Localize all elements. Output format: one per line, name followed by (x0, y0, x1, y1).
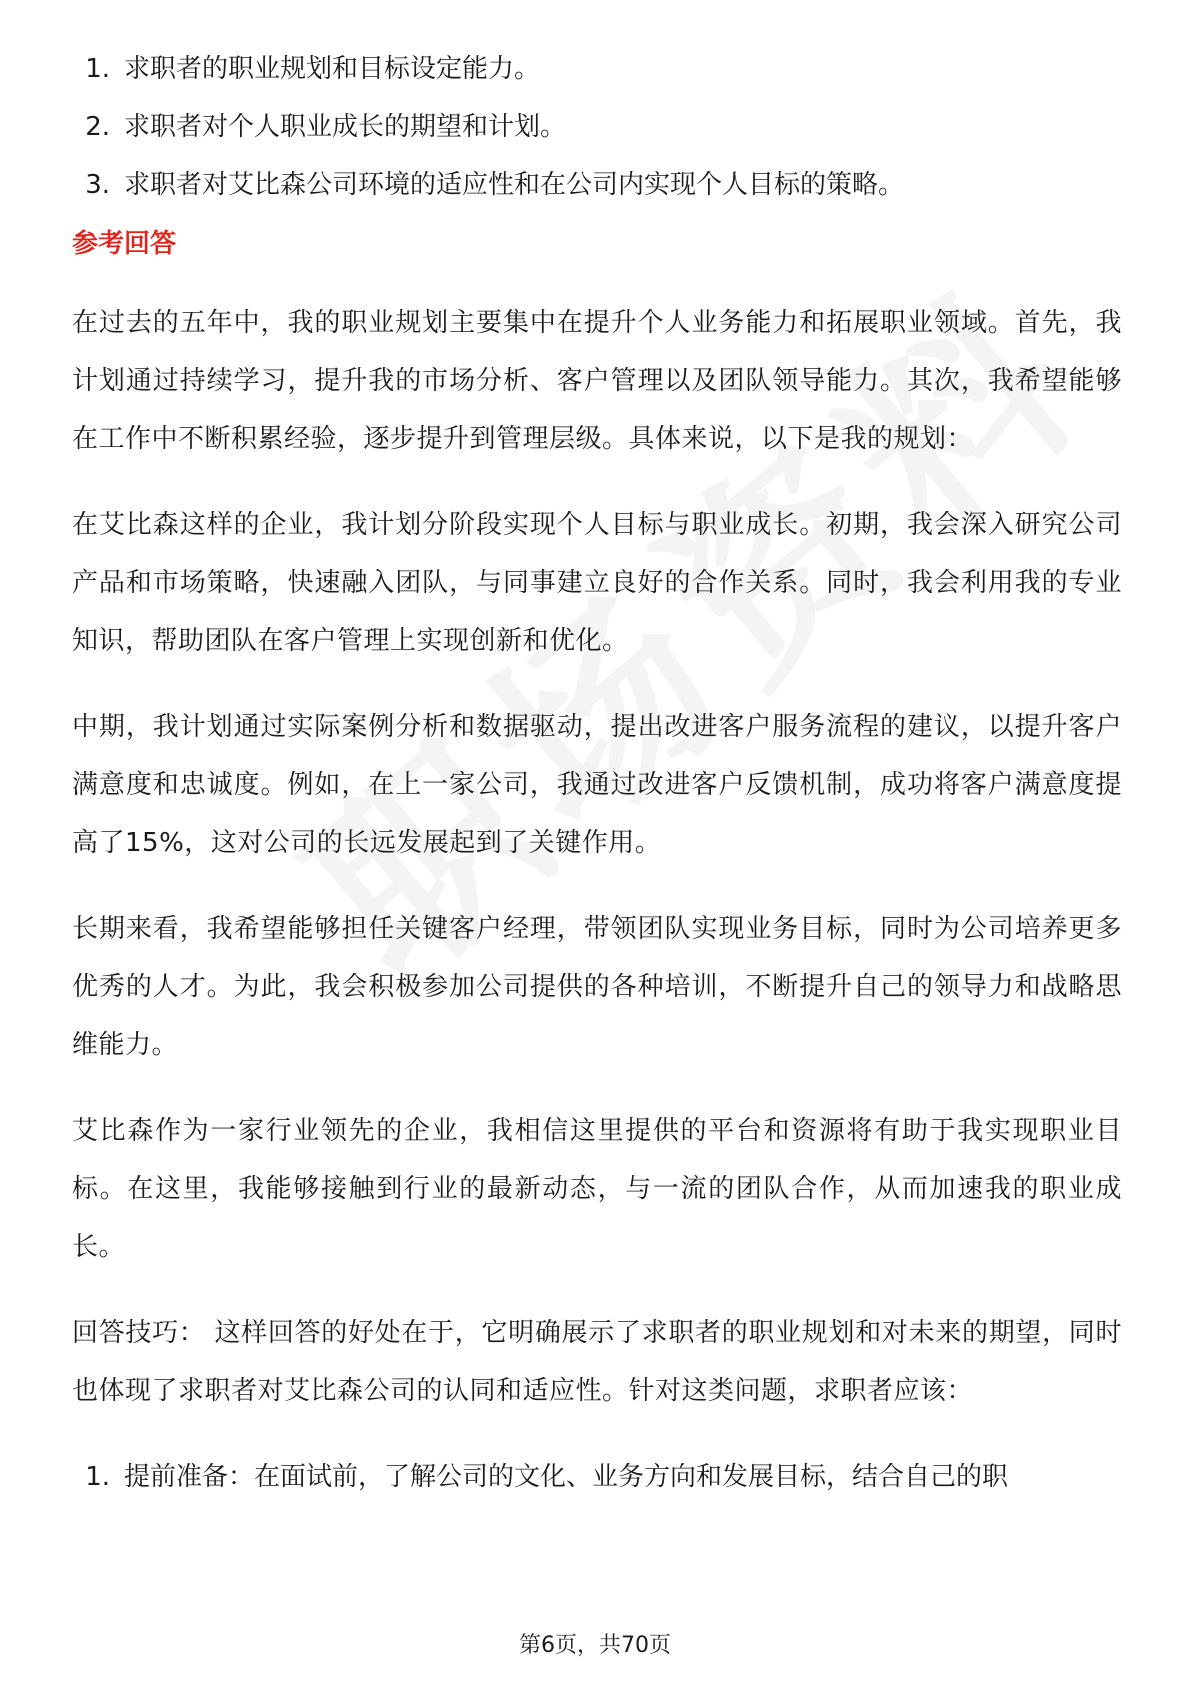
list-item-text: 求职者对艾比森公司环境的适应性和在公司内实现个人目标的策略。 (124, 170, 905, 200)
list-item (72, 40, 1122, 98)
tips-list (72, 1448, 1122, 1506)
paragraph: 长期来看，我希望能够担任关键客户经理，带领团队实现业务目标，同时为公司培养更多优秀的人才。为此，我会积极参加公司提供的各种培训，不断提升自己的领导力和战略思维能力。 (72, 914, 1122, 1060)
paragraph: 艾比森作为一家行业领先的企业，我相信这里提供的平台和资源将有助于我实现职业目标。在这里，我能够接触到行业的最新动态，与一流的团队合作，从而加速我的职业成长。 (72, 1116, 1122, 1262)
list-item-number: 2. (85, 112, 110, 142)
paragraph: 中期，我计划通过实际案例分析和数据驱动，提出改进客户服务流程的建议，以提升客户满意度和忠诚度。例如，在上一家公司，我通过改进客户反馈机制，成功将客户满意度提高了15%，这对公司的长远发展起到了关键作用。 (72, 712, 1122, 858)
list-item-number: 1. (85, 1462, 110, 1492)
list-item-number: 3. (85, 170, 110, 200)
list-item (72, 156, 1122, 214)
list-item-text: 提前准备：在面试前，了解公司的文化、业务方向和发展目标，结合自己的职 (124, 1462, 1009, 1492)
list-item-text: 求职者的职业规划和目标设定能力。 (124, 54, 541, 84)
page-number-footer: 第6页，共70页 (519, 1633, 671, 1658)
list-item (72, 98, 1122, 156)
list-item-text: 求职者对个人职业成长的期望和计划。 (124, 112, 567, 142)
document-content (72, 40, 1122, 1506)
list-item-number: 1. (85, 54, 110, 84)
section-heading: 参考回答 (72, 229, 177, 259)
paragraph: 在过去的五年中，我的职业规划主要集中在提升个人业务能力和拓展职业领域。首先，我计划通过持续学习，提升我的市场分析、客户管理以及团队领导能力。其次，我希望能够在工作中不断积累经验，逐步提升到管理层级。具体来说，以下是我的规划： (72, 308, 1122, 454)
evaluation-points-list (72, 40, 1122, 214)
answer-tips-paragraph: 回答技巧： 这样回答的好处在于，它明确展示了求职者的职业规划和对未来的期望，同时也体现了求职者对艾比森公司的认同和适应性。针对这类问题，求职者应该： (72, 1318, 1122, 1406)
list-item (72, 1448, 1122, 1506)
paragraph: 在艾比森这样的企业，我计划分阶段实现个人目标与职业成长。初期，我会深入研究公司产品和市场策略，快速融入团队，与同事建立良好的合作关系。同时，我会利用我的专业知识，帮助团队在客户管理上实现创新和优化。 (72, 510, 1122, 656)
